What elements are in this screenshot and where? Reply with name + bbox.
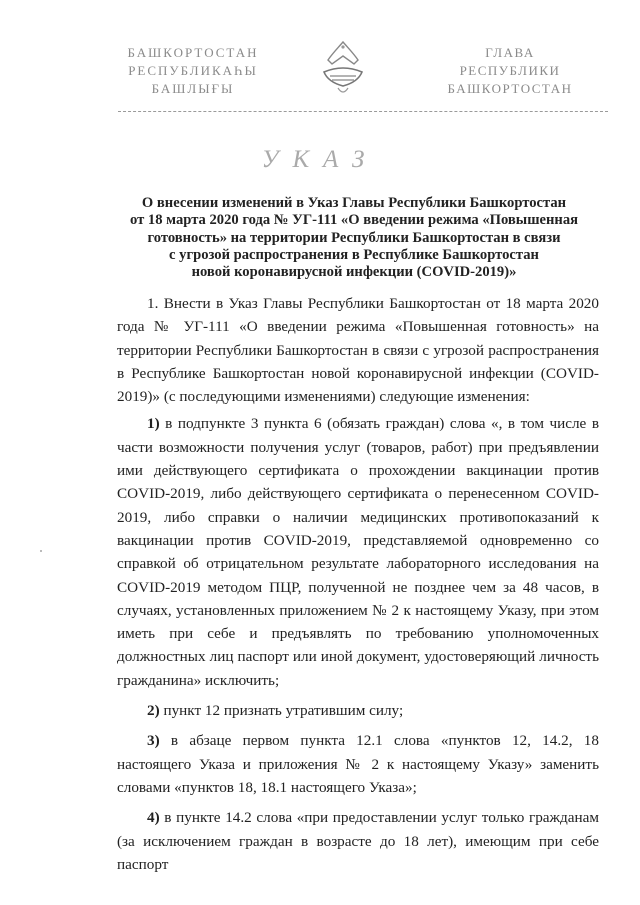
- header-right-line: РЕСПУБЛИКИ: [459, 63, 561, 78]
- subitem-number: 1): [147, 415, 160, 433]
- subitem-1: [117, 412, 599, 692]
- subitem-number: 4): [147, 809, 160, 827]
- document-title: [112, 195, 596, 281]
- header-right-line: ГЛАВА: [485, 45, 535, 60]
- header-right-line: БАШКОРТОСТАН: [447, 81, 573, 96]
- header-left-line: РЕСПУБЛИКАҺЫ: [128, 63, 258, 78]
- document-body: [117, 292, 599, 883]
- subitem-4: [117, 806, 599, 876]
- header-left-block: [118, 44, 268, 98]
- subitem-2: [117, 699, 599, 722]
- scan-speck: [40, 550, 42, 552]
- document-type: УКАЗ: [261, 146, 379, 173]
- subitem-text: в абзаце первом пункта 12.1 слова «пунктов 12, 14.2, 18 настоящего Указа и приложения № 2 к настоящему Указу» заменить словами «пунктов 18, 18.1 настоящего Указа»;: [117, 732, 599, 796]
- subitem-3: [117, 729, 599, 799]
- header-divider: [118, 111, 608, 112]
- subitem-number: 3): [147, 732, 160, 750]
- subitem-text: в подпункте 3 пункта 6 (обязать граждан) слова «, в том числе в части возможности получения услуг (товаров, работ) при предъявлении ими действующего сертификата о прохождении вакцинации против COVID-2019, либо действующего сертификата о перенесенном COVID-2019, либо справки о наличии медицинских противопоказаний к вакцинации против COVID-2019, представляемой одновременно со справкой об отрицательном результате лабораторного исследования на COVID-2019 методом ПЦР, полученной не позднее чем за 48 часов, в случаях, установленных приложением № 2 к настоящему Указу, при этом иметь при себе и предъявлять по требованию уполномоченных должностных лиц паспорт или иной документ, удостоверяющий личность гражданина» исключить;: [117, 415, 599, 689]
- title-line: новой коронавирусной инфекции (COVID-2019)»: [191, 264, 517, 281]
- title-line: готовность» на территории Республики Башкортостан в связи: [147, 229, 561, 246]
- header-left-line: БАШКОРТОСТАН: [127, 45, 259, 60]
- subitem-text: в пункте 14.2 слова «при предоставлении услуг только гражданам (за исключением граждан в возрасте до 18 лет), имеющим при себе паспорт: [117, 809, 599, 873]
- title-line: с угрозой распространения в Республике Башкортостан: [169, 246, 539, 263]
- paragraph-1: [117, 292, 599, 408]
- header-left-line: БАШЛЫҒЫ: [151, 81, 235, 96]
- subitem-number: 2): [147, 702, 160, 720]
- header-right-block: [425, 44, 595, 98]
- paragraph-text: 1. Внести в Указ Главы Республики Башкортостан от 18 марта 2020 года № УГ-111 «О введении режима «Повышенная готовность» на территории Республики Башкортостан в связи с угрозой распространения в Республике Башкортостан новой коронавирусной инфекции (COVID-2019)» (с последующими изменениями) следующие изменения:: [117, 295, 599, 406]
- state-emblem-icon: [318, 38, 368, 98]
- subitem-text: пункт 12 признать утратившим силу;: [159, 702, 404, 720]
- title-line: О внесении изменений в Указ Главы Республики Башкортостан: [141, 195, 567, 211]
- title-line: от 18 марта 2020 года № УГ-111 «О введении режима «Повышенная: [129, 212, 579, 229]
